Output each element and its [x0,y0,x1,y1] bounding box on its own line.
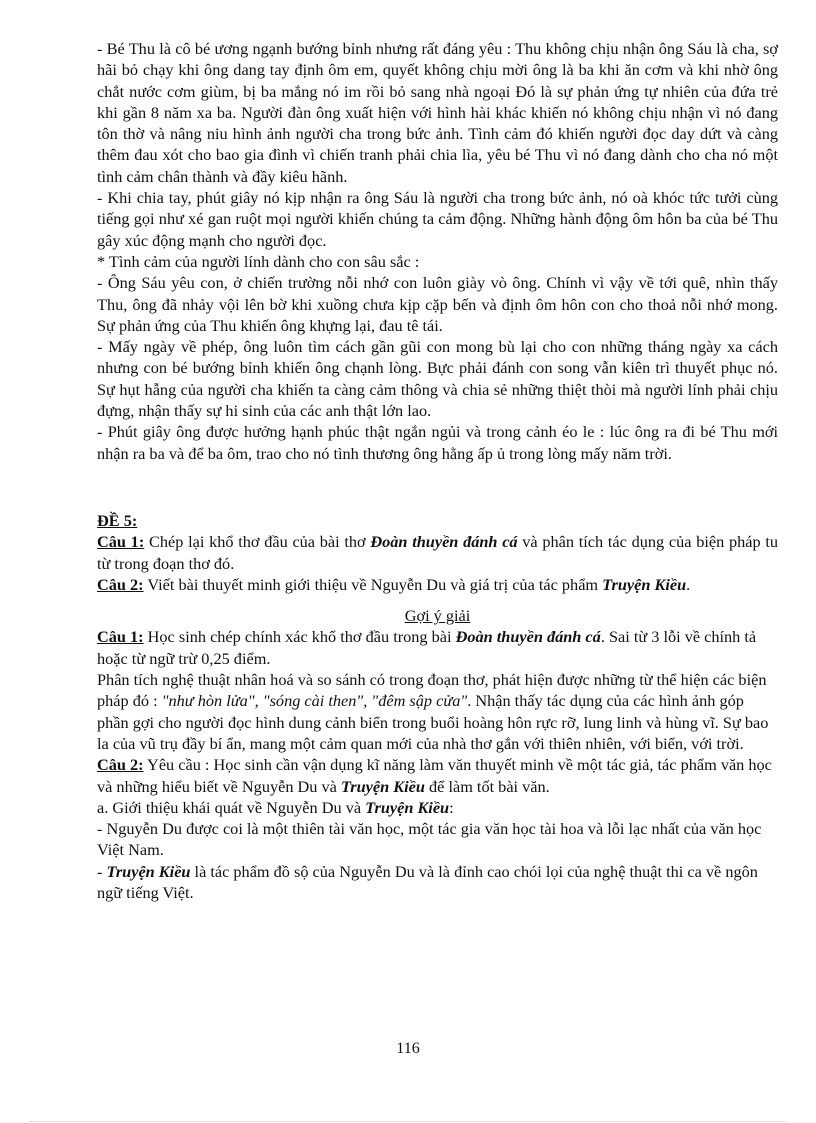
work-title: Đoàn thuyền đánh cá [370,532,518,552]
answer-text: là tác phẩm đồ sộ của Nguyễn Du và là đỉnh cao chói lọi của nghệ thuật thi ca về ngôn ngữ tiếng Việt. [97,861,758,902]
answer-text: : [449,797,454,817]
answer-text: . Sai từ 3 lỗi về chính tả hoặc từ ngữ trừ 0,25 điểm. [97,627,757,668]
footer-divider [30,1121,786,1122]
answer-text: Yêu cầu : Học sinh cần vận dụng kĩ năng làm văn thuyết minh về một tác giả, tác phẩm văn học và những hiểu biết về Nguyễn Du và [97,755,772,796]
document-page [97,38,778,903]
answer-text: a. Giới thiệu khái quát về Nguyễn Du và [97,797,366,817]
answer-text: Học sinh chép chính xác khổ thơ đầu trong bài [143,627,456,647]
answer-label: Câu 2: [97,755,144,775]
question-text: Chép lại khổ thơ đầu của bài thơ [144,532,371,552]
work-title: Truyện Kiều [365,797,450,817]
answer-text: . Nhận thấy tác dụng của các hình ảnh góp phần gợi cho người đọc hình dung cảnh biển trong buổi hoàng hôn rực rỡ, lung linh và hùng vĩ. Sự bao la của vũ trụ đầy bí ẩn, mang một cảm quan mới của nhà thơ gắn với thiên nhiên, với biển, với trời. [97,691,769,753]
answer-1 [97,626,778,669]
paragraph: - Phút giây ông được hưởng hạnh phúc thật ngắn ngủi và trong cảnh éo le : lúc ông ra đi bé Thu mới nhận ra ba và để ba ôm, trao cho nó tình thương ông hằng ấp ủ trong lòng mấy năm trời. [97,422,778,463]
question-label: Câu 1: [97,532,145,552]
subsection-a [97,797,778,818]
section-heading: ĐỀ 5: [97,510,138,530]
answer-text: Phân tích nghệ thuật nhân hoá và so sánh có trong đoạn thơ, phát hiện được những từ thể hiện các biện pháp đó : [97,670,767,711]
answer-label: Câu 1: [97,627,144,647]
paragraph: - Mấy ngày về phép, ông luôn tìm cách gần gũi con mong bù lại cho con những tháng ngày xa cách nhưng con bé bướng bỉnh khiến ông chạnh lòng. Bực phải đánh con song vẫn kiên trì thuyết phục nó. Sự hụt hẫng của người cha khiến ta càng cảm thông và chia sẻ những thiệt thòi mà người lính phải chịu đựng, nhận thấy sự hi sinh của các anh thật lớn lao. [97,337,778,421]
question-2 [97,574,778,595]
paragraph: - Ông Sáu yêu con, ở chiến trường nỗi nhớ con luôn giày vò ông. Chính vì vậy về tới quê, nhìn thấy Thu, ông đã nhảy vội lên bờ khi xuồng chưa kịp cặp bến và định ôm hôn con cho thoả nỗi nhớ mong. Sự phản ứng của Thu khiến ông khựng lại, đau tê tái. [97,273,778,335]
work-title: Truyện Kiều [602,574,687,594]
question-label: Câu 2: [97,574,144,594]
work-title: Truyện Kiều [340,776,425,796]
question-text: Viết bài thuyết minh giới thiệu về Nguyễn Du và giá trị của tác phẩm [143,574,603,594]
bullet-item: - Nguyễn Du được coi là một thiên tài văn học, một tác gia văn học tài hoa và lỗi lạc nhất của văn học Việt Nam. [97,819,762,860]
paragraph: * Tình cảm của người lính dành cho con sâu sắc : [97,251,420,271]
answer-2 [97,754,778,797]
quoted-phrases: "như hòn lửa", "sóng cài then", "đêm sập cửa" [161,691,468,711]
answer-heading: Gợi ý giải [404,606,471,626]
answer-text: - [97,861,107,881]
page-number: 116 [396,1040,420,1057]
answer-1-analysis [97,669,778,754]
spacer [97,464,778,510]
question-1 [97,531,778,574]
question-text: . [686,574,691,594]
paragraph: - Bé Thu là cô bé ương ngạnh bướng bỉnh nhưng rất đáng yêu : Thu không chịu nhận ông Sáu là cha, sợ hãi bỏ chạy khi ông dang tay định ôm em, quyết không chịu mời ông là ba khi ăn cơm và khi nhờ ông chắt nước cơm giùm, bị ba mắng nó im rồi bỏ sang nhà ngoại Đó là sự phản ứng tự nhiên của đứa trẻ khi gần 8 năm xa ba. Người đàn ông xuất hiện với hình hài khác khiến nó không chịu nhận vì nó đang tôn thờ và nâng niu hình ảnh người cha trong bức ảnh. Tình cảm đó khiến người đọc day dứt và càng thêm đau xót cho bao gia đình vì chiến tranh phải chia lìa, yêu bé Thu vì nó đang dành cho cha nó một tình cảm chân thành và đầy kiêu hãnh. [97,39,778,186]
work-title: Truyện Kiều [106,861,191,881]
answer-text: để làm tốt bài văn. [424,776,550,796]
work-title: Đoàn thuyền đánh cá [455,627,601,647]
paragraph: - Khi chia tay, phút giây nó kịp nhận ra ông Sáu là người cha trong bức ảnh, nó oà khóc tức tưởi cùng tiếng gọi như xé gan ruột mọi người khiến chúng ta cảm động. Những hành động ôm hôn ba của bé Thu gây xúc động mạnh cho người đọc. [97,188,778,250]
bullet-item [97,861,778,904]
question-text: và phân tích tác dụng của biện pháp tu từ trong đoạn thơ đó. [97,532,778,573]
